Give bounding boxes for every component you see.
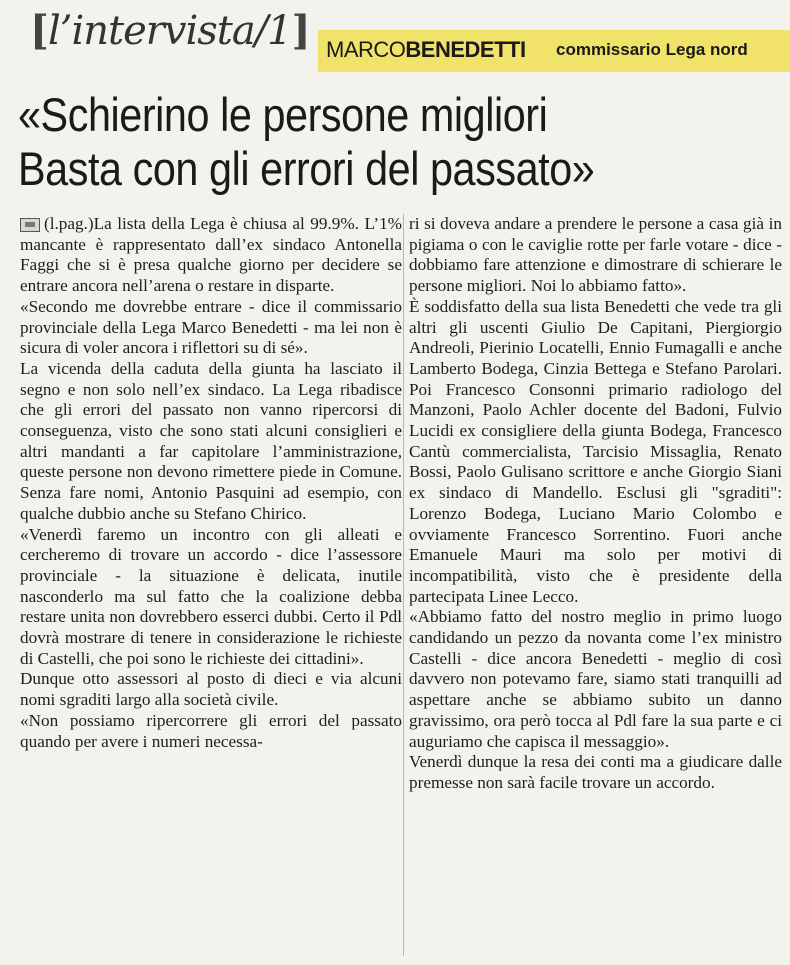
paragraph: «Abbiamo fatto del nostro meglio in primo luogo candidando un pezzo da novanta come l’ex ministro Castelli - dice ancora Benedetti - meglio di così davvero non potevamo fare, siamo stati tranquilli ad aspettare anche se abbiamo subito un danno gravissimo, ora però tocca al Pdl fare la sua parte e ci auguriamo che capisca il messaggio». xyxy=(409,607,782,751)
headline-line-2: Basta con gli errori del passato» xyxy=(18,142,595,195)
author-tag xyxy=(318,30,790,72)
paragraph: La vicenda della caduta della giunta ha lasciato il segno e non solo nell’ex sindaco. La Lega ribadisce che gli errori del passato non vanno ripercorsi di conseguenza, visto che sono stati alcuni consiglieri e altri mandanti a far capitolare l’amministrazione, queste persone non devono rimettere piede in Comune. Senza fare nomi, Antonio Pasquini ad esempio, con qualche dubbio anche su Stefano Chirico. xyxy=(20,358,402,523)
paragraph: Venerdì dunque la resa dei conti ma a giudicare dalle premesse non sarà facile trovare un accordo. xyxy=(409,752,782,792)
paragraph: «Non possiamo ripercorrere gli errori del passato quando per avere i numeri necessa- xyxy=(20,710,402,751)
headline-line-1: «Schierino le persone migliori xyxy=(18,88,548,141)
section-kicker: [l’intervista/1] xyxy=(30,7,310,54)
paragraph: Dunque otto assessori al posto di dieci e via alcuni nomi sgraditi largo alla società civile. xyxy=(20,669,402,710)
interviewee-name: MARCOBENEDETTI xyxy=(326,37,526,62)
kicker-text: l’intervista/1 xyxy=(47,8,292,54)
interviewee-role: commissario Lega nord xyxy=(556,40,748,59)
paragraph: (l.pag.)La lista della Lega è chiusa al 99.9%. L’1% mancante è rappresentato dall’ex sindaco Antonella Faggi che si è presa qualche giorno per decidere se entrare ancora nell’arena o restare in disparte. xyxy=(20,214,402,296)
paragraph: «Venerdì faremo un incontro con gli alleati e cercheremo di trovare un accordo - dice l’assessore provinciale - la situazione è delicata, inutile nasconderlo ma sul fatto che la coalizione debba restare unita non dovrebbero esserci dubbi. Certo il Pdl dovrà mostrare di tenere in considerazione le richieste di Castelli, che poi sono le richieste dei cittadini». xyxy=(20,524,402,668)
newspaper-icon xyxy=(20,218,40,232)
article-headline xyxy=(18,88,696,196)
paragraph: È soddisfatto della sua lista Benedetti che vede tra gli altri gli uscenti Giulio De Capitani, Piergiorgio Andreoli, Pierinio Locatelli, Ennio Fumagalli e anche Lamberto Bodega, Cinzia Bettega e Stefano Parolari. Poi Francesco Consonni primario radiologo del Manzoni, Paolo Achler docente del Badoni, Fulvio Lucidi ex consigliere della giunta Bodega, Francesco Cantù commercialista, Tarcisio Missaglia, Renato Bossi, Paolo Gulisano scrittore e anche Giorgio Siani ex sindaco di Mandello. Esclusi gli "sgraditi": Lorenzo Bodega, Luciano Mario Colombo e ovviamente Francesco Sorrentino. Fuori anche Emanuele Mauri ma solo per motivi di incompatibilità, visto che è presidente della partecipata Linee Lecco. xyxy=(409,296,782,606)
article-column-right xyxy=(409,214,782,794)
column-divider xyxy=(403,214,404,956)
paragraph: ri si doveva andare a prendere le persone a casa già in pigiama o con le caviglie rotte per farle votare - dice - dobbiamo fare attenzione e dimostrare di schierare le persone migliori. Noi lo abbiamo fatto». xyxy=(409,214,782,296)
article-column-left xyxy=(20,214,402,752)
paragraph: «Secondo me dovrebbe entrare - dice il commissario provinciale della Lega Marco Benedetti - ma lei non è sicura di voler ancora i riflettori su di sé». xyxy=(20,296,402,358)
